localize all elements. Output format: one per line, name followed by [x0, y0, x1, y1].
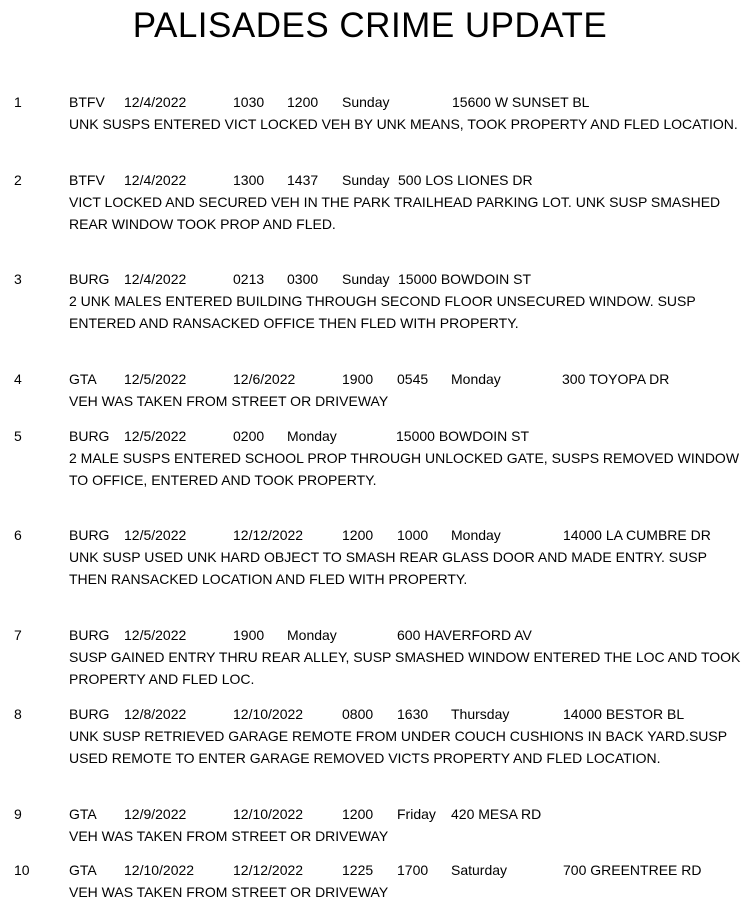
crime-entry	[0, 703, 750, 769]
end-time: 0545	[397, 371, 429, 387]
day-of-week: Sunday	[342, 172, 390, 188]
address: 15600 W SUNSET BL	[452, 94, 590, 110]
crime-entry	[0, 268, 750, 334]
start-date: 12/5/2022	[124, 428, 187, 444]
start-date: 12/10/2022	[124, 862, 195, 878]
entry-header	[0, 703, 750, 725]
entry-number: 10	[14, 862, 30, 878]
address: 14000 LA CUMBRE DR	[563, 527, 711, 543]
entry-header	[0, 803, 750, 825]
crime-entry	[0, 624, 750, 690]
day-of-week: Thursday	[451, 706, 510, 722]
end-time: 1630	[397, 706, 429, 722]
entry-description: UNK SUSPS ENTERED VICT LOCKED VEH BY UNK MEANS, TOOK PROPERTY AND FLED LOCATION.	[69, 116, 738, 132]
entry-header	[0, 524, 750, 546]
entry-header	[0, 91, 750, 113]
crime-type: BURG	[69, 527, 110, 543]
entry-number: 4	[14, 371, 22, 387]
end-date: 12/12/2022	[233, 862, 304, 878]
start-time: 0213	[233, 271, 265, 287]
entry-header	[0, 425, 750, 447]
page-title: PALISADES CRIME UPDATE	[132, 6, 608, 45]
end-date: 12/10/2022	[233, 806, 304, 822]
entry-description: VEH WAS TAKEN FROM STREET OR DRIVEWAY	[69, 828, 389, 844]
entry-header	[0, 169, 750, 191]
entry-number: 6	[14, 527, 22, 543]
entry-number: 9	[14, 806, 22, 822]
entry-description: UNK SUSP USED UNK HARD OBJECT TO SMASH REAR GLASS DOOR AND MADE ENTRY. SUSP THEN RANSACKED LOCATION AND FLED WITH PROPERTY.	[69, 549, 707, 587]
crime-entry	[0, 368, 750, 412]
crime-entry	[0, 91, 750, 135]
start-time: 1030	[233, 94, 265, 110]
start-time: 0800	[342, 706, 374, 722]
crime-entry	[0, 803, 750, 847]
address: 500 LOS LIONES DR	[398, 172, 533, 188]
end-time: 1437	[287, 172, 319, 188]
start-time: 1200	[342, 527, 374, 543]
address: 15000 BOWDOIN ST	[396, 428, 530, 444]
entry-number: 5	[14, 428, 22, 444]
entry-header	[0, 268, 750, 290]
crime-type: BURG	[69, 627, 110, 643]
day-of-week: Monday	[287, 627, 337, 643]
address: 700 GREENTREE RD	[563, 862, 702, 878]
entry-number: 1	[14, 94, 22, 110]
end-date: 12/10/2022	[233, 706, 304, 722]
start-date: 12/5/2022	[124, 371, 187, 387]
start-date: 12/5/2022	[124, 527, 187, 543]
crime-type: BTFV	[69, 172, 105, 188]
entry-description: SUSP GAINED ENTRY THRU REAR ALLEY, SUSP SMASHED WINDOW ENTERED THE LOC AND TOOK PROPERTY AND FLED LOC.	[69, 649, 741, 687]
entry-header	[0, 368, 750, 390]
start-time: 1900	[233, 627, 265, 643]
crime-type: BURG	[69, 271, 110, 287]
entry-number: 7	[14, 627, 22, 643]
start-time: 0200	[233, 428, 265, 444]
entry-header	[0, 859, 750, 881]
entry-description: UNK SUSP RETRIEVED GARAGE REMOTE FROM UNDER COUCH CUSHIONS IN BACK YARD.SUSP USED REMOTE TO ENTER GARAGE REMOVED VICTS PROPERTY AND FLED LOCATION.	[69, 728, 728, 766]
start-time: 1200	[342, 806, 374, 822]
start-date: 12/5/2022	[124, 627, 187, 643]
entry-description: VEH WAS TAKEN FROM STREET OR DRIVEWAY	[69, 884, 389, 900]
entry-number: 3	[14, 271, 22, 287]
address: 14000 BESTOR BL	[563, 706, 685, 722]
crime-type: BURG	[69, 428, 110, 444]
entry-description: VICT LOCKED AND SECURED VEH IN THE PARK TRAILHEAD PARKING LOT. UNK SUSP SMASHED REAR WINDOW TOOK PROP AND FLED.	[69, 194, 721, 232]
end-date: 12/6/2022	[233, 371, 296, 387]
address: 600 HAVERFORD AV	[397, 627, 532, 643]
start-date: 12/4/2022	[124, 172, 187, 188]
start-time: 1300	[233, 172, 265, 188]
crime-entry	[0, 524, 750, 590]
end-time: 1200	[287, 94, 319, 110]
day-of-week: Sunday	[342, 271, 390, 287]
day-of-week: Saturday	[451, 862, 508, 878]
entry-description: 2 UNK MALES ENTERED BUILDING THROUGH SECOND FLOOR UNSECURED WINDOW. SUSP ENTERED AND RANSACKED OFFICE THEN FLED WITH PROPERTY.	[69, 293, 696, 331]
entry-number: 2	[14, 172, 22, 188]
crime-type: BTFV	[69, 94, 105, 110]
end-date: 12/12/2022	[233, 527, 304, 543]
entry-number: 8	[14, 706, 22, 722]
start-time: 1225	[342, 862, 374, 878]
day-of-week: Monday	[451, 527, 501, 543]
start-date: 12/4/2022	[124, 94, 187, 110]
address: 420 MESA RD	[451, 806, 542, 822]
start-time: 1900	[342, 371, 374, 387]
start-date: 12/4/2022	[124, 271, 187, 287]
day-of-week: Monday	[451, 371, 501, 387]
address: 300 TOYOPA DR	[562, 371, 670, 387]
start-date: 12/9/2022	[124, 806, 187, 822]
crime-type: GTA	[69, 862, 97, 878]
day-of-week: Friday	[397, 806, 436, 822]
crime-type: BURG	[69, 706, 110, 722]
end-time: 0300	[287, 271, 319, 287]
entry-header	[0, 624, 750, 646]
start-date: 12/8/2022	[124, 706, 187, 722]
crime-type: GTA	[69, 806, 97, 822]
crime-entry	[0, 425, 750, 491]
end-time: 1000	[397, 527, 429, 543]
crime-entry	[0, 169, 750, 235]
crime-entry	[0, 859, 750, 903]
entry-description: VEH WAS TAKEN FROM STREET OR DRIVEWAY	[69, 393, 389, 409]
day-of-week: Sunday	[342, 94, 390, 110]
day-of-week: Monday	[287, 428, 337, 444]
end-time: 1700	[397, 862, 429, 878]
entry-description: 2 MALE SUSPS ENTERED SCHOOL PROP THROUGH UNLOCKED GATE, SUSPS REMOVED WINDOW TO OFFICE, ENTERED AND TOOK PROPERTY.	[69, 450, 740, 488]
address: 15000 BOWDOIN ST	[398, 271, 532, 287]
crime-type: GTA	[69, 371, 97, 387]
